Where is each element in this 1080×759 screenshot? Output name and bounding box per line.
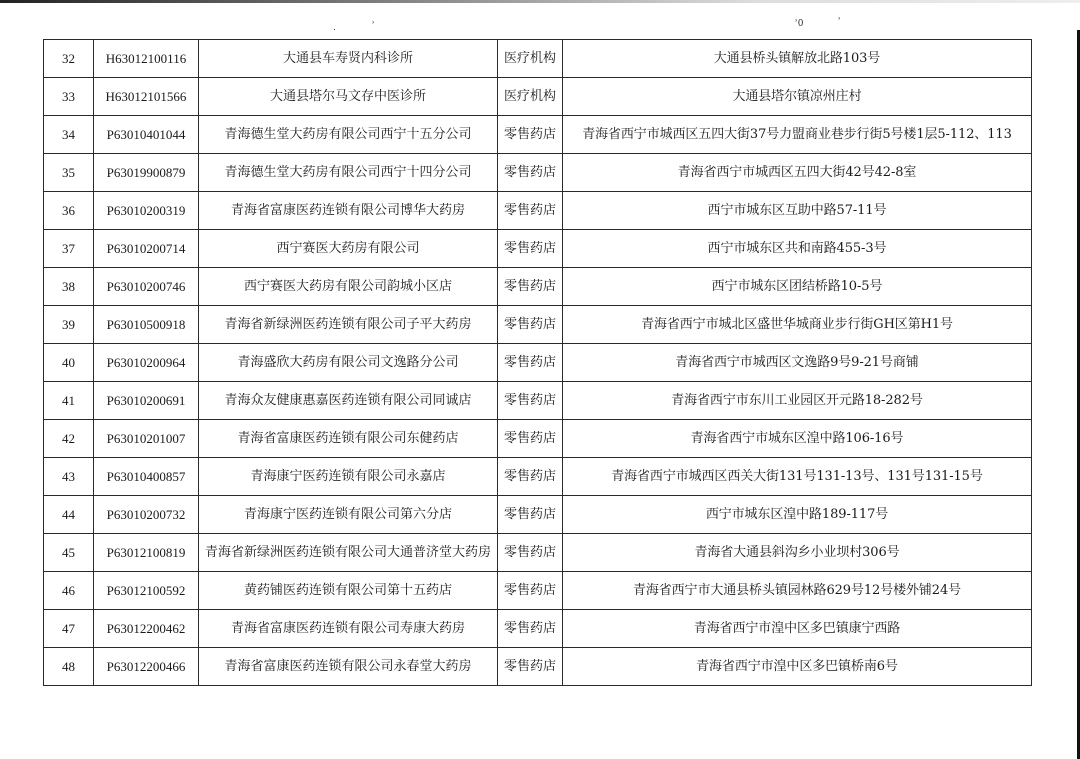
- institution-code: P63010201007: [94, 420, 199, 458]
- row-number: 44: [44, 496, 94, 534]
- institution-type: 零售药店: [498, 534, 563, 572]
- institution-name: 青海德生堂大药房有限公司西宁十四分公司: [199, 154, 498, 192]
- table-row: [44, 420, 1032, 458]
- row-number: 42: [44, 420, 94, 458]
- institution-address: 西宁市城东区湟中路189-117号: [563, 496, 1032, 534]
- institution-address: 青海省西宁市城东区湟中路106-16号: [563, 420, 1032, 458]
- table-row: [44, 572, 1032, 610]
- row-number: 38: [44, 268, 94, 306]
- scan-mark: ʾ: [372, 21, 375, 31]
- institution-address: 青海省西宁市湟中区多巴镇桥南6号: [563, 648, 1032, 686]
- institution-address: 西宁市城东区互助中路57-11号: [563, 192, 1032, 230]
- institution-address: 青海省西宁市城西区五四大街42号42-8室: [563, 154, 1032, 192]
- institution-name: 西宁赛医大药房有限公司: [199, 230, 498, 268]
- row-number: 36: [44, 192, 94, 230]
- row-number: 32: [44, 40, 94, 78]
- table-row: [44, 230, 1032, 268]
- row-number: 34: [44, 116, 94, 154]
- institution-table: [43, 39, 1032, 686]
- row-number: 45: [44, 534, 94, 572]
- institution-address: 青海省西宁市东川工业园区开元路18-282号: [563, 382, 1032, 420]
- institution-type: 零售药店: [498, 572, 563, 610]
- institution-type: 零售药店: [498, 192, 563, 230]
- institution-address: 青海省西宁市湟中区多巴镇康宁西路: [563, 610, 1032, 648]
- institution-code: P63010400857: [94, 458, 199, 496]
- institution-code: P63010200732: [94, 496, 199, 534]
- institution-type: 医疗机构: [498, 40, 563, 78]
- institution-code: P63012200466: [94, 648, 199, 686]
- institution-code: P63010200964: [94, 344, 199, 382]
- institution-code: P63010200714: [94, 230, 199, 268]
- row-number: 35: [44, 154, 94, 192]
- row-number: 47: [44, 610, 94, 648]
- institution-type: 零售药店: [498, 268, 563, 306]
- institution-code: P63010500918: [94, 306, 199, 344]
- table-row: [44, 344, 1032, 382]
- table-row: [44, 116, 1032, 154]
- scan-mark: ʾ0: [795, 19, 804, 29]
- institution-type: 零售药店: [498, 382, 563, 420]
- institution-name: 大通县塔尔马文存中医诊所: [199, 78, 498, 116]
- institution-code: P63010200746: [94, 268, 199, 306]
- institution-code: P63010200319: [94, 192, 199, 230]
- institution-name: 青海省富康医药连锁有限公司东健药店: [199, 420, 498, 458]
- row-number: 33: [44, 78, 94, 116]
- table-row: [44, 154, 1032, 192]
- institution-name: 青海盛欣大药房有限公司文逸路分公司: [199, 344, 498, 382]
- institution-type: 零售药店: [498, 306, 563, 344]
- institution-address: 青海省西宁市城西区西关大街131号131-13号、131号131-15号: [563, 458, 1032, 496]
- row-number: 48: [44, 648, 94, 686]
- institution-type: 零售药店: [498, 458, 563, 496]
- institution-type: 医疗机构: [498, 78, 563, 116]
- institution-code: P63019900879: [94, 154, 199, 192]
- institution-name: 青海省新绿洲医药连锁有限公司子平大药房: [199, 306, 498, 344]
- scan-edge-shadow: [0, 0, 1080, 3]
- institution-type: 零售药店: [498, 116, 563, 154]
- institution-type: 零售药店: [498, 496, 563, 534]
- institution-address: 青海省西宁市城西区文逸路9号9-21号商铺: [563, 344, 1032, 382]
- institution-type: 零售药店: [498, 610, 563, 648]
- institution-address: 西宁市城东区团结桥路10-5号: [563, 268, 1032, 306]
- institution-code: P63010200691: [94, 382, 199, 420]
- institution-name: 青海众友健康惠嘉医药连锁有限公司同诚店: [199, 382, 498, 420]
- row-number: 40: [44, 344, 94, 382]
- institution-name: 青海省富康医药连锁有限公司永春堂大药房: [199, 648, 498, 686]
- table-body: [44, 40, 1032, 686]
- institution-address: 青海省西宁市大通县桥头镇园林路629号12号楼外铺24号: [563, 572, 1032, 610]
- institution-name: 青海省新绿洲医药连锁有限公司大通普济堂大药房: [199, 534, 498, 572]
- row-number: 39: [44, 306, 94, 344]
- table-row: [44, 648, 1032, 686]
- institution-code: P63012200462: [94, 610, 199, 648]
- institution-name: 青海省富康医药连锁有限公司寿康大药房: [199, 610, 498, 648]
- institution-address: 青海省西宁市城西区五四大街37号力盟商业巷步行街5号楼1层5-112、113: [563, 116, 1032, 154]
- institution-code: H63012100116: [94, 40, 199, 78]
- institution-code: H63012101566: [94, 78, 199, 116]
- scan-mark: ʾ: [838, 17, 841, 27]
- table-row: [44, 496, 1032, 534]
- table-row: [44, 268, 1032, 306]
- institution-name: 西宁赛医大药房有限公司韵城小区店: [199, 268, 498, 306]
- institution-code: P63012100819: [94, 534, 199, 572]
- row-number: 43: [44, 458, 94, 496]
- institution-address: 青海省大通县斜沟乡小业坝村306号: [563, 534, 1032, 572]
- table-row: [44, 40, 1032, 78]
- institution-code: P63010401044: [94, 116, 199, 154]
- institution-address: 大通县桥头镇解放北路103号: [563, 40, 1032, 78]
- table-row: [44, 78, 1032, 116]
- institution-address: 青海省西宁市城北区盛世华城商业步行街GH区第H1号: [563, 306, 1032, 344]
- institution-type: 零售药店: [498, 648, 563, 686]
- institution-name: 青海康宁医药连锁有限公司永嘉店: [199, 458, 498, 496]
- table-row: [44, 382, 1032, 420]
- institution-code: P63012100592: [94, 572, 199, 610]
- table-row: [44, 306, 1032, 344]
- table-row: [44, 534, 1032, 572]
- institution-name: 大通县车寿贤内科诊所: [199, 40, 498, 78]
- institution-address: 西宁市城东区共和南路455-3号: [563, 230, 1032, 268]
- scan-mark: .: [333, 23, 336, 33]
- table-row: [44, 192, 1032, 230]
- institution-type: 零售药店: [498, 420, 563, 458]
- institution-name: 黄药铺医药连锁有限公司第十五药店: [199, 572, 498, 610]
- row-number: 37: [44, 230, 94, 268]
- institution-name: 青海康宁医药连锁有限公司第六分店: [199, 496, 498, 534]
- table-row: [44, 458, 1032, 496]
- institution-type: 零售药店: [498, 230, 563, 268]
- institution-name: 青海省富康医药连锁有限公司博华大药房: [199, 192, 498, 230]
- institution-name: 青海德生堂大药房有限公司西宁十五分公司: [199, 116, 498, 154]
- row-number: 46: [44, 572, 94, 610]
- institution-address: 大通县塔尔镇凉州庄村: [563, 78, 1032, 116]
- institution-type: 零售药店: [498, 344, 563, 382]
- institution-type: 零售药店: [498, 154, 563, 192]
- row-number: 41: [44, 382, 94, 420]
- table-row: [44, 610, 1032, 648]
